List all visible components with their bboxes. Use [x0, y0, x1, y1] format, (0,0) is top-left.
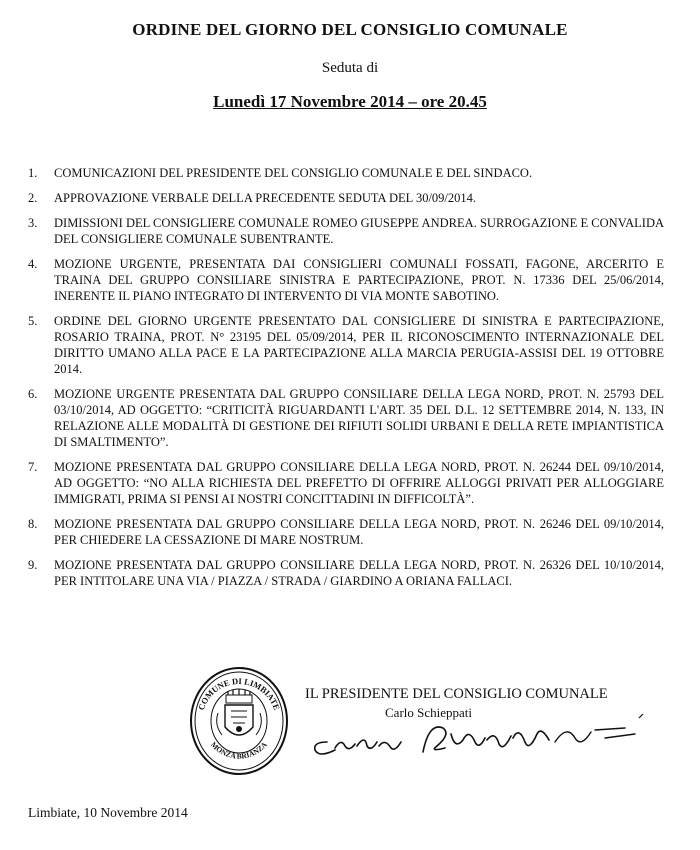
- municipal-seal-icon: [188, 665, 290, 777]
- list-item: [28, 190, 664, 206]
- item-number: 6.: [28, 387, 38, 401]
- signatory-title: IL PRESIDENTE DEL CONSIGLIO COMUNALE: [305, 686, 608, 702]
- handwritten-signature-icon: [305, 712, 645, 760]
- list-item: [28, 256, 664, 304]
- place-date: Limbiate, 10 Novembre 2014: [28, 805, 188, 820]
- item-text: DIMISSIONI DEL CONSIGLIERE COMUNALE ROMEO GIUSEPPE ANDREA. SURROGAZIONE E CONVALIDA DEL CONSIGLIERE COMUNALE SUBENTRANTE.: [54, 216, 664, 246]
- item-text: COMUNICAZIONI DEL PRESIDENTE DEL CONSIGLIO COMUNALE E DEL SINDACO.: [54, 166, 533, 180]
- item-number: 4.: [28, 257, 38, 271]
- signatory-name: Carlo Schieppati: [385, 705, 473, 720]
- list-item: [28, 386, 664, 450]
- item-number: 7.: [28, 460, 38, 474]
- item-text: APPROVAZIONE VERBALE DELLA PRECEDENTE SEDUTA DEL 30/09/2014.: [54, 191, 477, 205]
- session-date: Lunedì 17 Novembre 2014 – ore 20.45: [213, 92, 487, 111]
- item-text: MOZIONE URGENTE PRESENTATA DAL GRUPPO CONSILIARE DELLA LEGA NORD, PROT. N. 25793 DEL 03/10/2014, AD OGGETTO: “CRITICITÀ RIGUARDANTI L'ART. 35 DEL D.L. 12 SETTEMBRE 2014, N. 133, IN RELAZIONE ALLE MODALITÀ DI GESTIONE DEI RIFIUTI SOLIDI URBANI E DELLA RETE IMPIANTISTICA DI SMALTIMENTO”.: [54, 387, 664, 449]
- page-subtitle: Seduta di: [321, 60, 379, 76]
- page-title: ORDINE DEL GIORNO DEL CONSIGLIO COMUNALE: [132, 20, 568, 39]
- agenda-list: [28, 165, 664, 598]
- item-text: MOZIONE PRESENTATA DAL GRUPPO CONSILIARE DELLA LEGA NORD, PROT. N. 26244 DEL 09/10/2014, AD OGGETTO: “NO ALLA RICHIESTA DEL PREFETTO DI OFFRIRE ALLOGGI PRIVATI PER ALLOGGIARE IMMIGRATI, PRIMA SI PENSI AI NOSTRI CONCITTADINI IN DIFFICOLTÀ”.: [54, 460, 664, 506]
- item-text: ORDINE DEL GIORNO URGENTE PRESENTATO DAL CONSIGLIERE DI SINISTRA E PARTECIPAZIONE, ROSARIO TRAINA, PROT. N° 23195 DEL 05/09/2014, PER IL RICONOSCIMENTO INTERNAZIONALE DEL DIRITTO UMANO ALLA PACE E LA PARTECIPAZIONE ALLA MARCIA PERUGIA-ASSISI DEL 19 OTTOBRE 2014.: [54, 314, 664, 376]
- item-number: 9.: [28, 558, 38, 572]
- item-text: MOZIONE PRESENTATA DAL GRUPPO CONSILIARE DELLA LEGA NORD, PROT. N. 26246 DEL 09/10/2014, PER CHIEDERE LA CESSAZIONE DI MARE NOSTRUM.: [54, 517, 664, 547]
- list-item: [28, 516, 664, 548]
- item-text: MOZIONE PRESENTATA DAL GRUPPO CONSILIARE DELLA LEGA NORD, PROT. N. 26326 DEL 10/10/2014, PER INTITOLARE UNA VIA / PIAZZA / STRADA / GIARDINO A ORIANA FALLACI.: [54, 558, 664, 588]
- item-number: 3.: [28, 216, 38, 230]
- item-number: 5.: [28, 314, 38, 328]
- item-text: MOZIONE URGENTE, PRESENTATA DAI CONSIGLIERI COMUNALI FOSSATI, FAGONE, ARCERITO E TRAINA DEL GRUPPO CONSILIARE SINISTRA E PARTECIPAZIONE, PROT. N. 17336 DEL 25/06/2014, INERENTE IL PIANO INTEGRATO DI INTERVENTO DI VIA MONTE SABOTINO.: [54, 257, 664, 303]
- seal-text-bottom: MONZA BRIANZA: [209, 740, 269, 761]
- item-number: 2.: [28, 191, 38, 205]
- item-number: 8.: [28, 517, 38, 531]
- svg-text:MONZA BRIANZA: [209, 740, 269, 761]
- list-item: [28, 215, 664, 247]
- list-item: [28, 313, 664, 377]
- item-number: 1.: [28, 166, 38, 180]
- list-item: [28, 459, 664, 507]
- list-item: [28, 557, 664, 589]
- list-item: [28, 165, 664, 181]
- seal-text-top: COMUNE DI LIMBIATE: [195, 675, 283, 712]
